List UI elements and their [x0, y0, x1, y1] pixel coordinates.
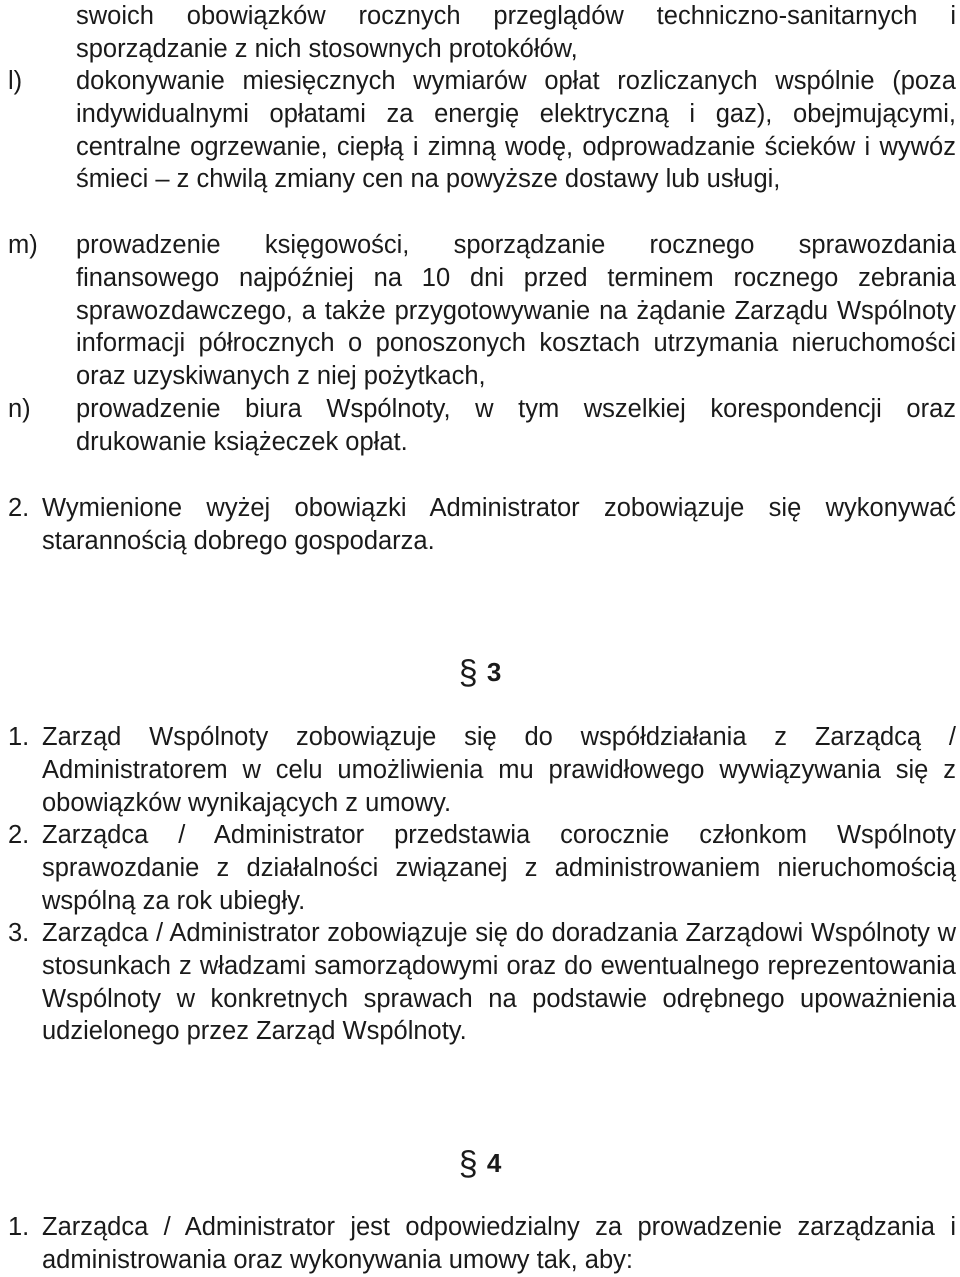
list-item-text: Zarządca / Administrator jest odpowiedzialny za prowadzenie zarządzania i administrowania oraz wykonywania umowy tak, aby:	[42, 1213, 956, 1274]
section-3-item-3	[8, 917, 956, 1048]
list-marker: m)	[8, 231, 38, 259]
list-marker: 1.	[8, 723, 30, 751]
section-3-item-2	[8, 819, 956, 917]
list-item-text: Zarządca / Administrator zobowiązuje się do doradzania Zarządowi Wspólnoty w stosunkach z władzami samorządowymi oraz do ewentualnego reprezentowania Wspólnoty w konkretnych sprawach na podstawie odrębnego upoważnienia udzielonego przez Zarząd Wspólnoty.	[42, 919, 956, 1046]
section-symbol: §	[458, 1145, 478, 1183]
section-symbol: §	[458, 654, 478, 692]
list-item-text: dokonywanie miesięcznych wymiarów opłat rozliczanych wspólnie (poza indywidualnymi opłatami za energię elektryczną i gaz), obejmującymi, centralne ogrzewanie, ciepłą i zimną wodę, odprowadzanie ścieków i wywóz śmieci – z chwilą zmiany cen na powyższe dostawy lub usługi,	[76, 67, 956, 194]
section-3-item-1	[8, 721, 956, 819]
section-number: 3	[486, 657, 502, 687]
list-item-text: Wymienione wyżej obowiązki Administrator zobowiązuje się wykonywać starannością dobrego gospodarza.	[42, 494, 956, 555]
section-heading-3	[0, 654, 960, 692]
list-marker: 2.	[8, 821, 30, 849]
list-item-2	[8, 492, 956, 558]
section-4-item-1	[8, 1211, 956, 1277]
item-k-continuation: swoich obowiązków rocznych przeglądów techniczno-sanitarnych i sporządzanie z nich stosownych protokółów,	[76, 2, 956, 63]
list-item-m	[8, 229, 956, 393]
list-item-l	[8, 65, 956, 196]
list-marker: 1.	[8, 1213, 30, 1241]
list-item-text: prowadzenie księgowości, sporządzanie rocznego sprawozdania finansowego najpóźniej na 10 dni przed terminem rocznego zebrania sprawozdawczego, a także przygotowywanie na żądanie Zarządu Wspólnoty informacji półrocznych o ponoszonych kosztach utrzymania nieruchomości oraz uzyskiwanych z niej pożytkach,	[76, 231, 956, 391]
section-heading-4	[0, 1145, 960, 1183]
list-item-text: prowadzenie biura Wspólnoty, w tym wszelkiej korespondencji oraz drukowanie książeczek opłat.	[76, 395, 956, 456]
list-item-text: Zarząd Wspólnoty zobowiązuje się do współdziałania z Zarządcą / Administratorem w celu umożliwienia mu prawidłowego wywiązywania się z obowiązków wynikających z umowy.	[42, 723, 956, 817]
section-number: 4	[486, 1148, 502, 1178]
list-item-n	[8, 393, 956, 459]
list-item-text: Zarządca / Administrator przedstawia corocznie członkom Wspólnoty sprawozdanie z działalności związanej z administrowaniem nieruchomością wspólną za rok ubiegły.	[42, 821, 956, 915]
list-marker: n)	[8, 395, 31, 423]
list-marker: l)	[8, 67, 23, 95]
list-marker: 3.	[8, 919, 30, 947]
list-marker: 2.	[8, 494, 30, 522]
